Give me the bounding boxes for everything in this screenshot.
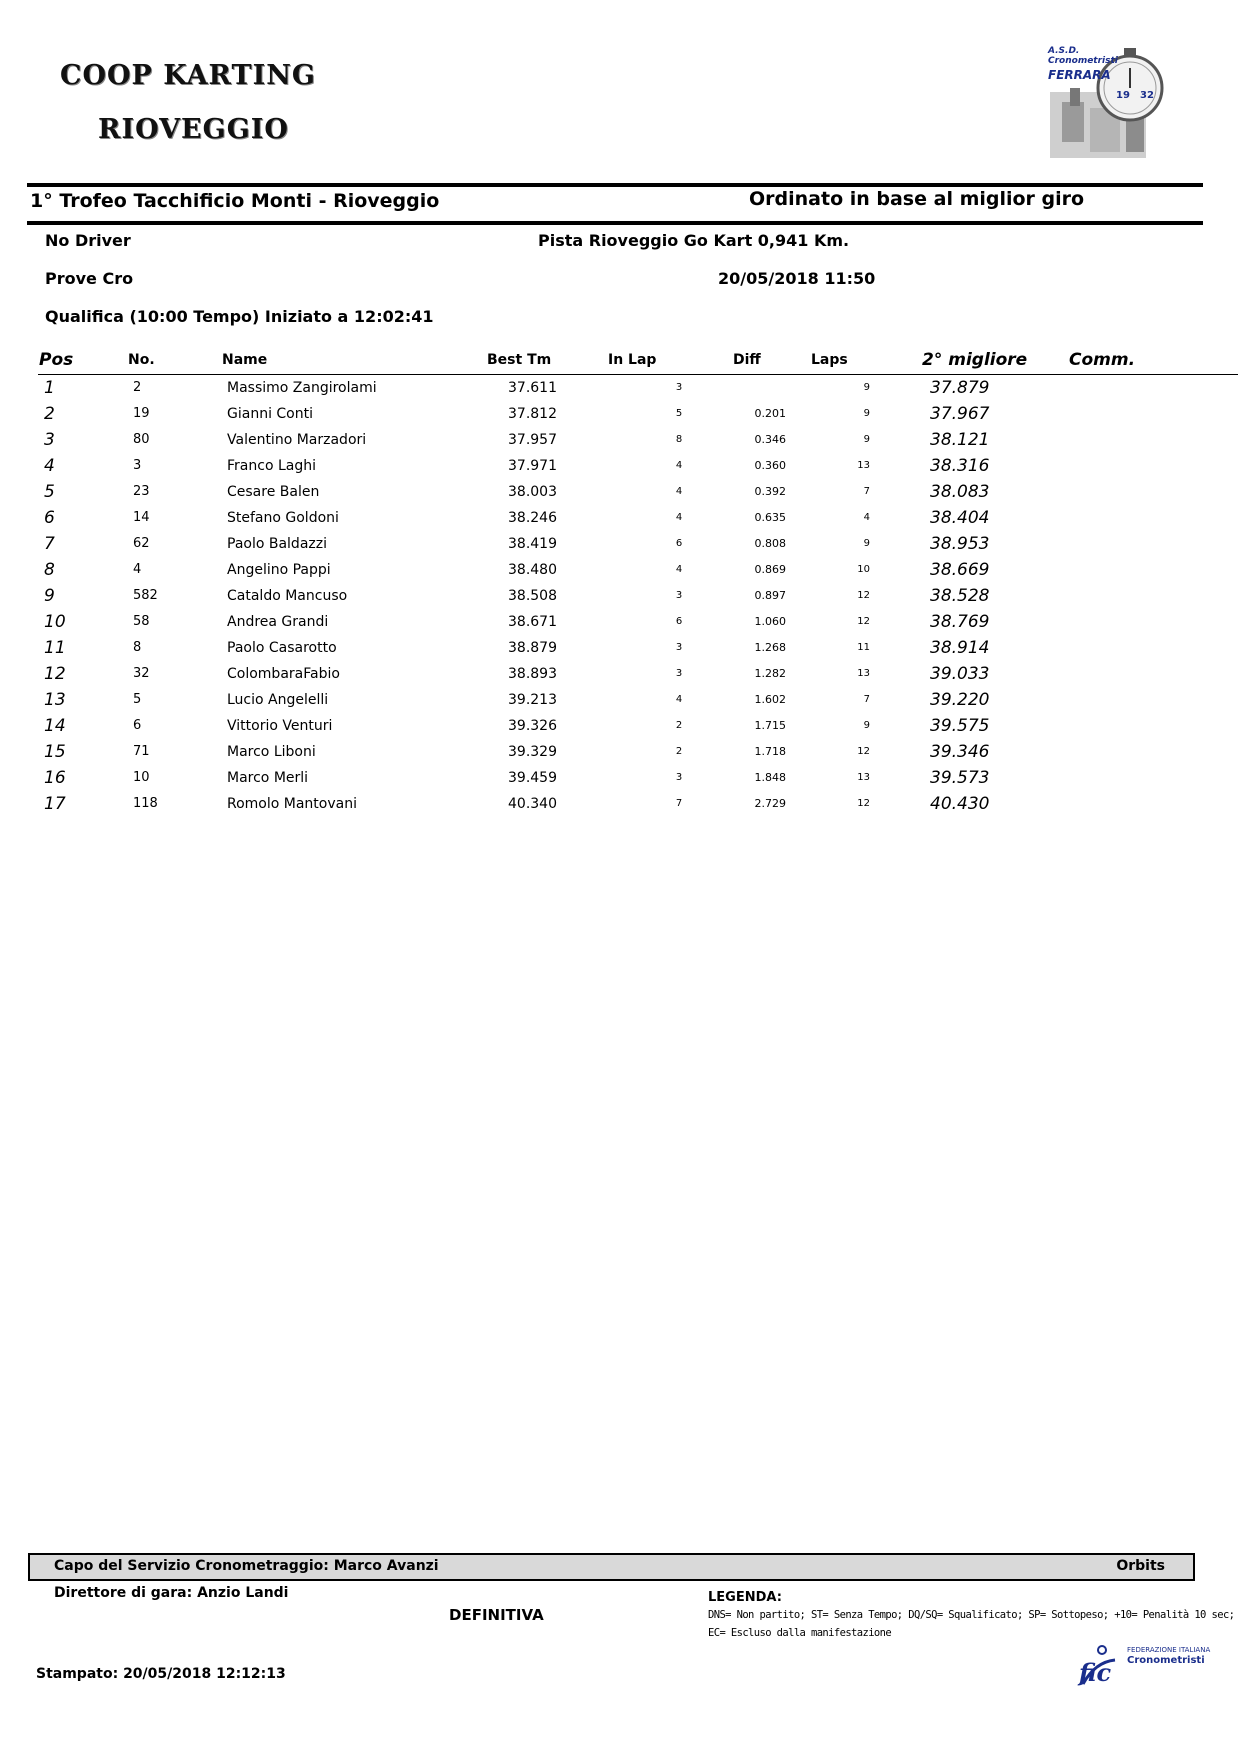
logo-year-left: 19 [1116, 90, 1130, 101]
federation-line-1: FEDERAZIONE ITALIANA [1127, 1646, 1211, 1654]
cell-diff: 1.060 [754, 615, 786, 628]
logo-year-right: 32 [1140, 90, 1154, 101]
cell-in-lap: 7 [675, 798, 683, 809]
federation-logo-text: fic [1079, 1658, 1112, 1687]
cell-no: 2 [133, 380, 142, 395]
cell-no: 5 [133, 692, 142, 707]
cell-best: 38.246 [508, 510, 557, 526]
cell-best: 38.893 [508, 666, 557, 682]
footer-box [28, 1553, 1195, 1581]
cell-laps: 11 [857, 642, 870, 653]
federation-line-2: Cronometristi [1127, 1655, 1205, 1666]
cell-in-lap: 2 [675, 720, 683, 731]
cell-best: 38.508 [508, 588, 557, 604]
cell-name: Cataldo Mancuso [227, 588, 348, 604]
logo-city: FERRARA [1048, 68, 1111, 82]
cell-laps: 12 [857, 798, 870, 809]
cell-laps: 9 [863, 538, 870, 549]
cell-second-best: 38.914 [930, 638, 990, 658]
cell-in-lap: 4 [675, 564, 683, 575]
table-row [0, 531, 1238, 557]
cell-in-lap: 2 [675, 746, 683, 757]
cell-best: 38.671 [508, 614, 557, 630]
cell-name: Gianni Conti [227, 406, 313, 422]
cell-pos: 1 [44, 378, 55, 398]
cell-no: 8 [133, 640, 142, 655]
cell-second-best: 38.953 [930, 534, 990, 554]
cell-laps: 9 [863, 382, 870, 393]
cell-name: Marco Merli [227, 770, 309, 786]
table-row [0, 427, 1238, 453]
logo-asd: A.S.D. [1048, 46, 1080, 56]
cell-in-lap: 8 [675, 434, 683, 445]
cell-second-best: 38.769 [930, 612, 990, 632]
cell-diff: 0.346 [754, 433, 786, 446]
cell-laps: 4 [863, 512, 870, 523]
col-in-lap: In Lap [608, 352, 657, 368]
cell-in-lap: 4 [675, 512, 683, 523]
cell-laps: 13 [857, 460, 870, 471]
cell-in-lap: 5 [675, 408, 683, 419]
cell-no: 10 [133, 770, 150, 785]
cell-laps: 12 [857, 616, 870, 627]
col-diff: Diff [733, 352, 761, 368]
table-row [0, 557, 1238, 583]
track-name: Pista Rioveggio Go Kart 0,941 Km. [538, 231, 850, 250]
cell-pos: 4 [44, 456, 55, 476]
cell-name: Stefano Goldoni [227, 510, 339, 526]
race-director: Direttore di gara: Anzio Landi [54, 1585, 289, 1601]
logo-crono: Cronometristi [1048, 56, 1118, 66]
cell-name: Vittorio Venturi [227, 718, 333, 734]
class-name: No Driver [45, 231, 131, 250]
cell-no: 32 [133, 666, 150, 681]
cell-diff: 1.268 [754, 641, 786, 654]
cell-diff: 0.808 [754, 537, 786, 550]
cell-no: 71 [133, 744, 150, 759]
cell-name: Massimo Zangirolami [227, 380, 377, 396]
cell-second-best: 38.121 [930, 430, 990, 450]
cell-second-best: 38.083 [930, 482, 990, 502]
cell-pos: 9 [44, 586, 55, 606]
table-row [0, 583, 1238, 609]
cell-laps: 7 [863, 486, 870, 497]
timekeepers-logo [1040, 44, 1180, 164]
cell-in-lap: 3 [675, 668, 683, 679]
cell-no: 14 [133, 510, 150, 525]
cell-laps: 9 [863, 434, 870, 445]
cell-best: 39.213 [508, 692, 557, 708]
cell-name: Romolo Mantovani [227, 796, 357, 812]
cell-in-lap: 4 [675, 694, 683, 705]
cell-pos: 2 [44, 404, 55, 424]
cell-laps: 13 [857, 772, 870, 783]
cell-diff: 1.848 [754, 771, 786, 784]
cell-in-lap: 6 [675, 616, 683, 627]
cell-pos: 3 [44, 430, 55, 450]
table-row [0, 505, 1238, 531]
brand-line-1: COOP KARTING [60, 60, 316, 91]
cell-laps: 7 [863, 694, 870, 705]
cell-pos: 13 [44, 690, 66, 710]
printed-timestamp: Stampato: 20/05/2018 12:12:13 [36, 1666, 286, 1682]
header-bottom-rule [27, 221, 1203, 225]
cell-best: 37.971 [508, 458, 557, 474]
brand-line-2: RIOVEGGIO [98, 114, 289, 145]
cell-best: 39.459 [508, 770, 557, 786]
cell-laps: 12 [857, 590, 870, 601]
cell-second-best: 38.404 [930, 508, 990, 528]
cell-no: 62 [133, 536, 150, 551]
cell-pos: 8 [44, 560, 55, 580]
cell-best: 37.812 [508, 406, 557, 422]
software-name: Orbits [1116, 1558, 1165, 1574]
cell-pos: 6 [44, 508, 55, 528]
session-group: Prove Cro [45, 269, 134, 288]
order-note: Ordinato in base al miglior giro [749, 188, 1085, 210]
cell-second-best: 39.220 [930, 690, 990, 710]
table-row [0, 375, 1238, 401]
table-row [0, 609, 1238, 635]
cell-name: Angelino Pappi [227, 562, 331, 578]
cell-name: Franco Laghi [227, 458, 316, 474]
cell-in-lap: 4 [675, 460, 683, 471]
cell-no: 19 [133, 406, 150, 421]
table-row [0, 791, 1238, 817]
cell-diff: 0.897 [754, 589, 786, 602]
cell-no: 80 [133, 432, 150, 447]
table-row [0, 635, 1238, 661]
table-row [0, 479, 1238, 505]
cell-pos: 11 [44, 638, 66, 658]
cell-pos: 10 [44, 612, 66, 632]
cell-no: 582 [133, 588, 158, 603]
cell-laps: 12 [857, 746, 870, 757]
cell-diff: 1.718 [754, 745, 786, 758]
cell-laps: 9 [863, 408, 870, 419]
cell-laps: 9 [863, 720, 870, 731]
cell-name: Andrea Grandi [227, 614, 329, 630]
cell-best: 38.879 [508, 640, 557, 656]
cell-in-lap: 4 [675, 486, 683, 497]
status-label: DEFINITIVA [449, 1606, 544, 1624]
cell-second-best: 38.316 [930, 456, 990, 476]
cell-no: 58 [133, 614, 150, 629]
col-second-best: 2° migliore [922, 350, 1028, 370]
timing-chief: Capo del Servizio Cronometraggio: Marco Avanzi [54, 1558, 439, 1574]
col-comm: Comm. [1069, 350, 1136, 370]
cell-second-best: 38.528 [930, 586, 990, 606]
event-title: 1° Trofeo Tacchificio Monti - Rioveggio [30, 190, 440, 212]
cell-best: 39.329 [508, 744, 557, 760]
col-best: Best Tm [487, 352, 552, 368]
cell-pos: 17 [44, 794, 66, 814]
cell-second-best: 39.575 [930, 716, 990, 736]
cell-pos: 5 [44, 482, 55, 502]
cell-diff: 1.282 [754, 667, 786, 680]
cell-second-best: 39.346 [930, 742, 990, 762]
cell-no: 4 [133, 562, 142, 577]
cell-second-best: 40.430 [930, 794, 990, 814]
cell-in-lap: 3 [675, 642, 683, 653]
table-row [0, 401, 1238, 427]
cell-no: 118 [133, 796, 158, 811]
cell-name: Paolo Casarotto [227, 640, 337, 656]
session-datetime: 20/05/2018 11:50 [718, 269, 876, 288]
header-top-rule [27, 183, 1203, 187]
cell-second-best: 37.967 [930, 404, 990, 424]
cell-second-best: 39.033 [930, 664, 990, 684]
cell-name: Cesare Balen [227, 484, 320, 500]
cell-diff: 1.602 [754, 693, 786, 706]
cell-best: 39.326 [508, 718, 557, 734]
cell-name: ColombaraFabio [227, 666, 340, 682]
cell-second-best: 38.669 [930, 560, 990, 580]
cell-diff: 0.869 [754, 563, 786, 576]
cell-diff: 0.392 [754, 485, 786, 498]
session-title: Qualifica (10:00 Tempo) Iniziato a 12:02:41 [45, 307, 434, 326]
cell-diff: 0.635 [754, 511, 786, 524]
cell-in-lap: 3 [675, 772, 683, 783]
legend-title: LEGENDA: [708, 1590, 782, 1605]
col-laps: Laps [811, 352, 848, 368]
table-row [0, 739, 1238, 765]
col-name: Name [222, 352, 268, 368]
legend-line-1: DNS= Non partito; ST= Senza Tempo; DQ/SQ= Squalificato; SP= Sottopeso; +10= Penalità 10 sec; [708, 1609, 1235, 1621]
cell-pos: 12 [44, 664, 66, 684]
cell-no: 6 [133, 718, 142, 733]
legend-line-2: EC= Escluso dalla manifestazione [708, 1627, 892, 1639]
cell-best: 38.419 [508, 536, 557, 552]
cell-best: 37.611 [508, 380, 557, 396]
cell-second-best: 37.879 [930, 378, 990, 398]
cell-best: 37.957 [508, 432, 557, 448]
cell-second-best: 39.573 [930, 768, 990, 788]
col-no: No. [128, 352, 155, 368]
cell-no: 3 [133, 458, 142, 473]
table-row [0, 453, 1238, 479]
cell-best: 38.480 [508, 562, 557, 578]
table-row [0, 687, 1238, 713]
cell-pos: 14 [44, 716, 66, 736]
cell-in-lap: 6 [675, 538, 683, 549]
table-row [0, 661, 1238, 687]
cell-name: Lucio Angelelli [227, 692, 329, 708]
cell-diff: 1.715 [754, 719, 786, 732]
cell-best: 40.340 [508, 796, 557, 812]
col-pos: Pos [39, 350, 74, 370]
cell-diff: 2.729 [754, 797, 786, 810]
cell-laps: 13 [857, 668, 870, 679]
cell-pos: 15 [44, 742, 66, 762]
federation-logo [1075, 1640, 1211, 1690]
table-row [0, 765, 1238, 791]
cell-diff: 0.201 [754, 407, 786, 420]
cell-in-lap: 3 [675, 382, 683, 393]
cell-pos: 7 [44, 534, 55, 554]
cell-name: Marco Liboni [227, 744, 316, 760]
cell-laps: 10 [857, 564, 870, 575]
cell-no: 23 [133, 484, 150, 499]
cell-best: 38.003 [508, 484, 557, 500]
cell-name: Valentino Marzadori [227, 432, 367, 448]
cell-in-lap: 3 [675, 590, 683, 601]
cell-pos: 16 [44, 768, 66, 788]
cell-name: Paolo Baldazzi [227, 536, 327, 552]
table-row [0, 713, 1238, 739]
cell-diff: 0.360 [754, 459, 786, 472]
